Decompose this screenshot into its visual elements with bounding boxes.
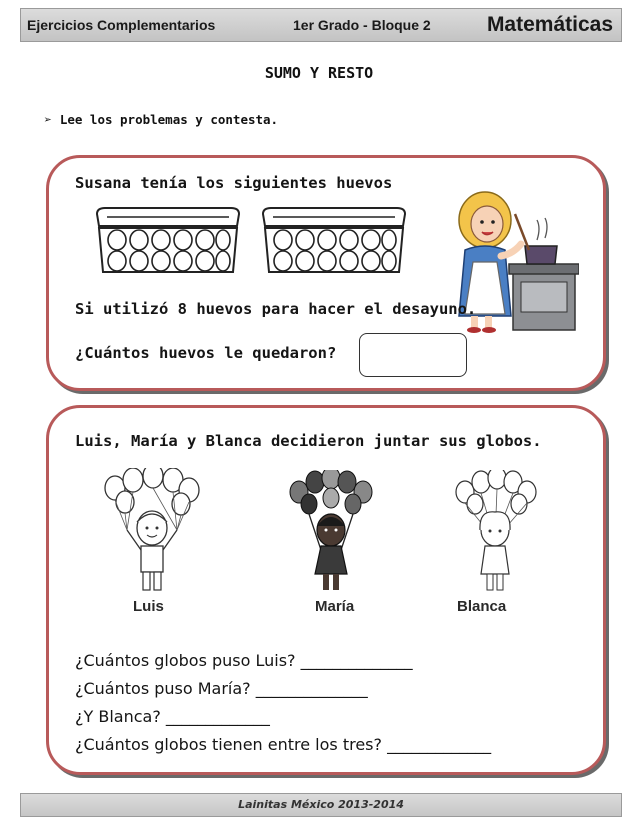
egg-carton-illustration: [93, 206, 243, 278]
balloons-statement: Luis, María y Blanca decidieron juntar sus globos.: [75, 432, 542, 450]
kid-name-luis: Luis: [133, 598, 164, 615]
page-title: SUMO Y RESTO: [264, 64, 374, 82]
kid-name-maria: María: [315, 598, 355, 615]
eggs-statement: Susana tenía los siguientes huevos: [75, 174, 393, 192]
egg-carton-illustration: [259, 206, 409, 278]
question-total: ¿Cuántos globos tienen entre los tres? _____________: [75, 735, 492, 754]
problem-card-eggs: [46, 155, 606, 391]
question-blanca: ¿Y Blanca? _____________: [75, 707, 270, 726]
girl-with-balloons-illustration: [449, 470, 541, 594]
eggs-question: ¿Cuántos huevos le quedaron?: [75, 344, 337, 362]
instruction: [44, 112, 278, 128]
header-subject: Matemáticas: [486, 13, 613, 36]
problem-card-balloons: [46, 405, 606, 775]
kid-name-blanca: Blanca: [457, 598, 507, 615]
eggs-answer-box[interactable]: [359, 333, 467, 377]
eggs-detail: Si utilizó 8 huevos para hacer el desayuno.: [75, 300, 477, 318]
header-subject-series: Ejercicios Complementarios: [27, 17, 216, 33]
question-luis: ¿Cuántos globos puso Luis? ______________: [75, 651, 413, 670]
question-maria: ¿Cuántos puso María? ______________: [75, 679, 368, 698]
girl-with-balloons-illustration: [285, 470, 377, 594]
arrow-bullet-icon: ➢: [44, 113, 52, 128]
instruction-text: Lee los problemas y contesta.: [59, 112, 279, 127]
page-footer: Lainitas México 2013-2014: [20, 793, 622, 817]
header-grade-block: 1er Grado - Bloque 2: [293, 17, 431, 33]
page-header: [20, 8, 622, 42]
boy-with-balloons-illustration: [97, 468, 207, 594]
